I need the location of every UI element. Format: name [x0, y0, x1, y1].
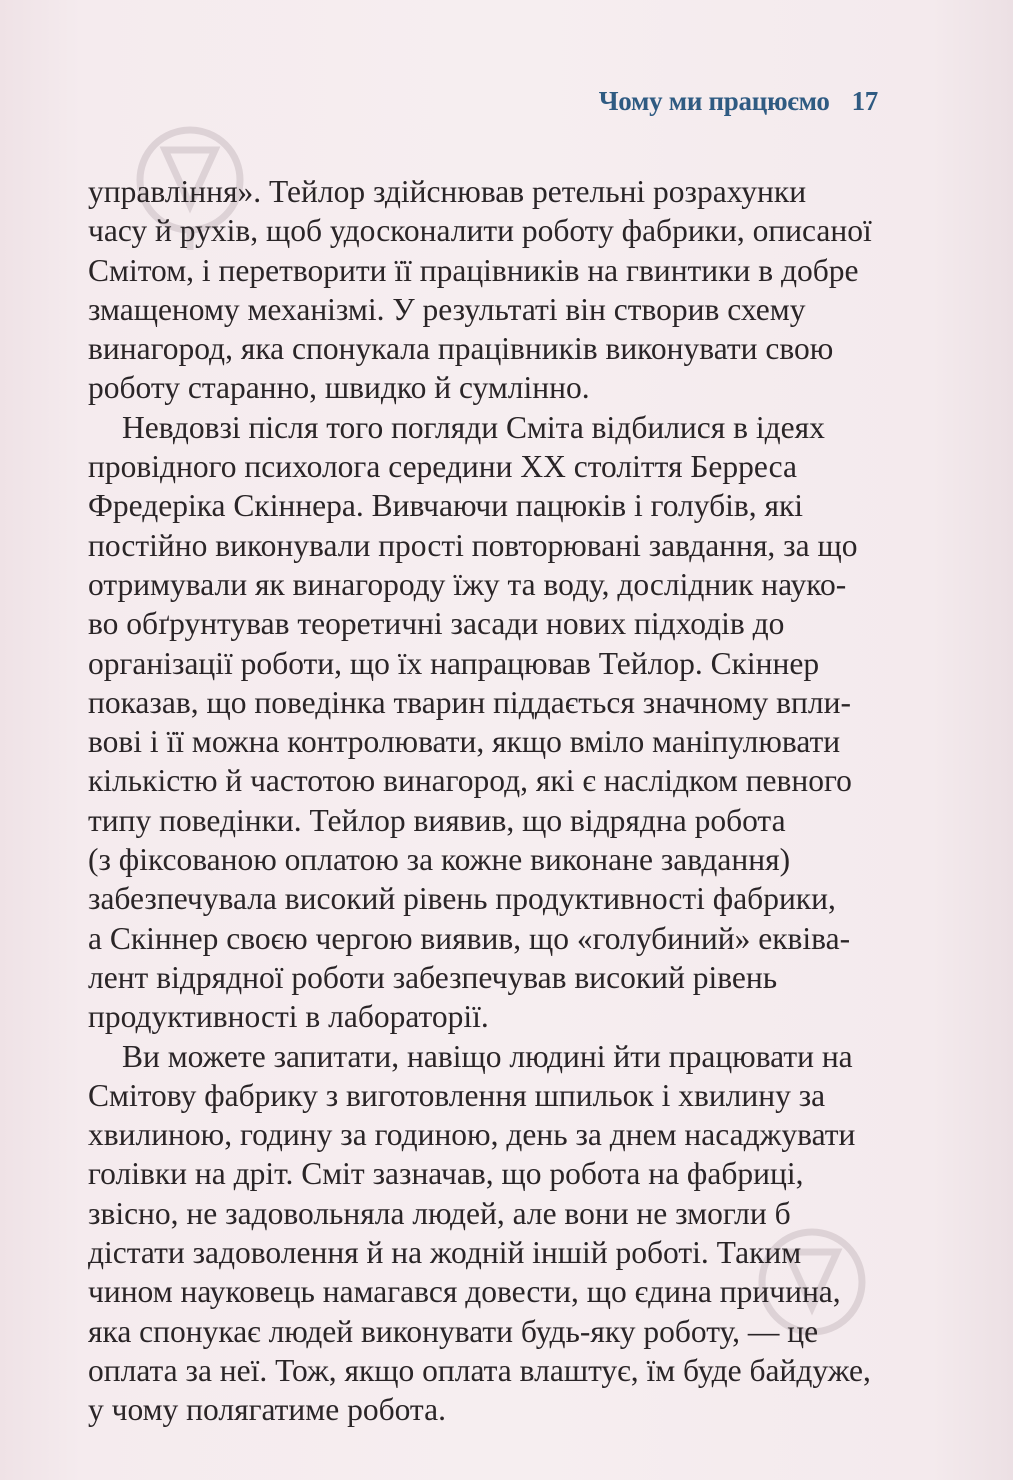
- text-line: лент відрядної роботи забезпечував високий рівень: [88, 959, 778, 995]
- text-line: забезпечувала високий рівень продуктивності фабрики,: [88, 881, 836, 917]
- paragraph-start-line: Ви можете запитати, навіщо людині йти працювати на: [122, 1038, 853, 1074]
- text-line: змащеному механізмі. У результаті він створив схему: [88, 291, 806, 327]
- text-line: постійно виконували прості повторювані завдання, за що: [88, 527, 858, 563]
- text-line: Фредеріка Скіннера. Вивчаючи пацюків і голубів, які: [88, 488, 804, 524]
- text-line: кількістю й частотою винагород, які є наслідком певного: [88, 763, 852, 799]
- text-line: звісно, не задовольняла людей, але вони не змогли б: [88, 1195, 791, 1231]
- text-line: часу й рухів, щоб удосконалити роботу фабрики, описаної: [88, 213, 872, 249]
- running-header: [599, 86, 878, 117]
- text-line: продуктивності в лабораторії.: [88, 999, 489, 1035]
- text-line: управління». Тейлор здійснював ретельні розрахунки: [88, 174, 807, 209]
- text-line: чином науковець намагався довести, що єдина причина,: [88, 1274, 841, 1310]
- text-line: а Скіннер своєю чергою виявив, що «голубиний» еквіва-: [88, 920, 851, 956]
- body-text: [88, 172, 888, 1430]
- text-line: яка спонукає людей виконувати будь-яку роботу, — це: [88, 1313, 819, 1349]
- text-line: показав, що поведінка тварин піддається значному впли-: [88, 684, 851, 720]
- text-line: Смітом, і перетворити її працівників на гвинтики в добре: [88, 252, 859, 288]
- text-line: провідного психолога середини XX століття Берреса: [88, 449, 798, 485]
- paragraph-start-line: Невдовзі після того погляди Сміта відбилися в ідеях: [122, 409, 825, 445]
- text-line: роботу старанно, швидко й сумлінно.: [88, 370, 590, 406]
- text-line: у чому полягатиме робота.: [88, 1392, 446, 1428]
- text-line: отримували як винагороду їжу та воду, дослідник науко-: [88, 566, 847, 602]
- text-line: голівки на дріт. Сміт зазначав, що робота на фабриці,: [88, 1156, 804, 1192]
- chapter-title: Чому ми працюємо: [598, 86, 830, 116]
- text-line: (з фіксованою оплатою за кожне виконане завдання): [88, 842, 791, 878]
- text-line: хвилиною, годину за годиною, день за днем насаджувати: [88, 1117, 856, 1153]
- text-line: оплата за неї. Тож, якщо оплата влаштує, їм буде байдуже,: [88, 1352, 871, 1388]
- text-line: типу поведінки. Тейлор виявив, що відрядна робота: [88, 802, 786, 838]
- text-line: Смітову фабрику з виготовлення шпильок і хвилину за: [88, 1077, 826, 1113]
- text-line: во обґрунтував теоретичні засади нових підходів до: [88, 606, 785, 642]
- text-line: організації роботи, що їх напрацював Тейлор. Скіннер: [88, 645, 820, 681]
- text-line: винагород, яка спонукала працівників виконувати свою: [88, 331, 834, 367]
- text-line: вові і її можна контролювати, якщо вміло маніпулювати: [88, 724, 841, 760]
- page-number: 17: [851, 86, 878, 116]
- text-line: дістати задоволення й на жодній іншій роботі. Таким: [88, 1235, 802, 1271]
